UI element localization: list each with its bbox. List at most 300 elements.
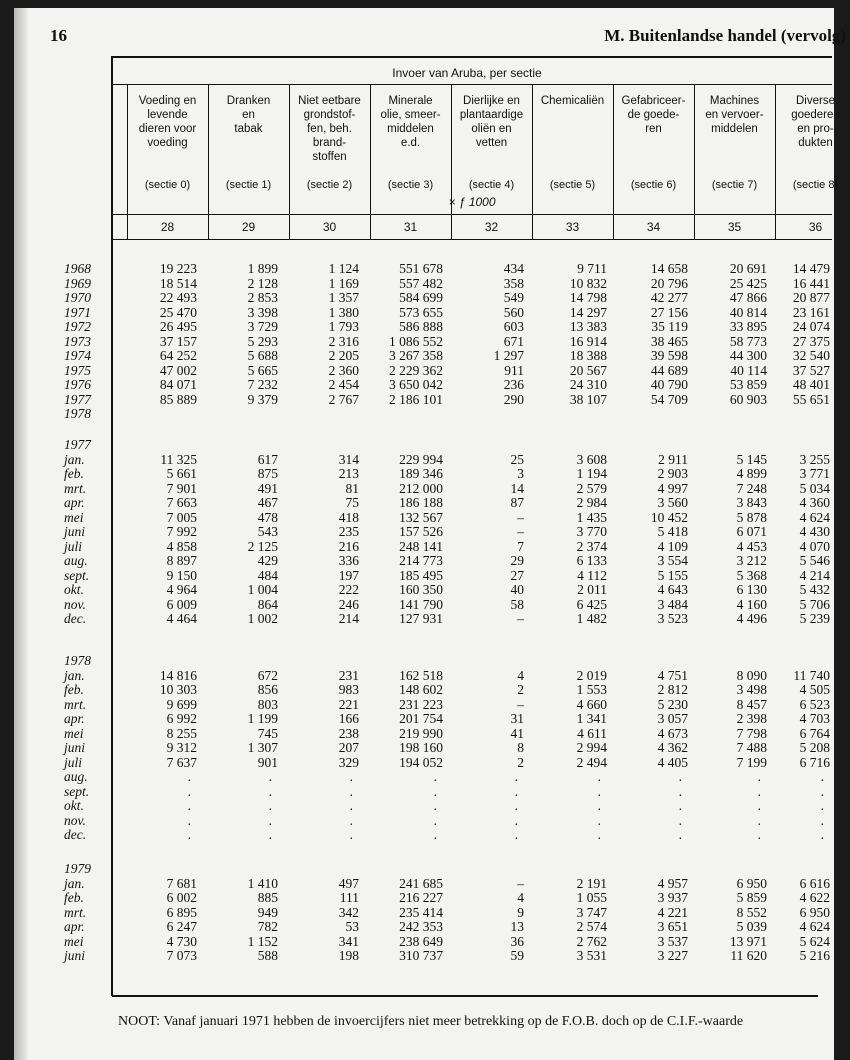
table-cell: 1 004 [247, 582, 278, 597]
table-cell: 189 346 [399, 466, 443, 481]
table-cell: 1 899 [247, 261, 278, 276]
table-cell: 58 [510, 596, 524, 612]
table-cell: 13 [510, 919, 524, 934]
table-cell: 3 729 [247, 319, 278, 334]
column-section-label: (sectie 8) [792, 179, 839, 191]
table-cell: 231 [338, 667, 359, 683]
table-cell: – [517, 611, 524, 626]
table-cell: 47 002 [159, 362, 197, 378]
table-cell: . [597, 798, 601, 813]
table-cell: . [268, 783, 272, 799]
table-cell: 2 767 [328, 391, 359, 407]
table-cell: 2 984 [576, 495, 607, 510]
table-cell: 7 663 [166, 495, 197, 510]
table-cell: 8 897 [166, 553, 197, 568]
table-cell: . [433, 783, 437, 799]
table-cell: 2 994 [576, 740, 607, 755]
table-cell: 3 554 [657, 553, 688, 568]
table-cell: 2 853 [247, 290, 278, 305]
table-cell: 1 297 [493, 348, 524, 363]
table-cell: 3 843 [736, 495, 767, 510]
table-cell: 7 637 [166, 754, 197, 770]
row-label: dec. [64, 611, 87, 626]
table-cell: . [349, 827, 353, 842]
table-cell: 429 [257, 553, 278, 568]
table-cell: 418 [338, 509, 359, 525]
table-cell: 875 [257, 466, 278, 481]
table-cell: 6 133 [576, 553, 607, 568]
table-cell: 242 353 [399, 919, 443, 934]
table-cell: 54 709 [650, 391, 688, 407]
table-cell: 14 798 [569, 290, 607, 305]
table-cell: 8 552 [736, 904, 767, 920]
table-cell: 6 616 [799, 875, 830, 891]
table-cell: 219 990 [399, 725, 443, 741]
table-cell: 6 523 [799, 696, 830, 712]
table-cell: . [820, 769, 824, 784]
table-cell: 38 107 [569, 391, 607, 407]
column-number: 29 [241, 220, 256, 234]
table-cell: 5 624 [799, 933, 830, 949]
table-cell: 31 [510, 711, 524, 726]
row-label: feb. [64, 890, 84, 905]
table-cell: 213 [338, 466, 359, 481]
row-label: apr. [64, 495, 85, 510]
table-cell: 1 152 [247, 933, 278, 949]
table-cell: 5 034 [799, 480, 830, 496]
table-cell: 2 574 [576, 919, 607, 934]
table-cell: 901 [257, 754, 278, 770]
column-section-label: (sectie 3) [387, 179, 434, 191]
column-header [532, 94, 613, 108]
title-divider [112, 84, 832, 85]
row-label: 1972 [64, 319, 91, 334]
table-cell: 6 425 [576, 596, 607, 612]
table-cell: 11 740 [793, 667, 830, 683]
table-cell: 2 398 [736, 711, 767, 726]
table-cell: 7 681 [166, 875, 197, 891]
table-cell: 560 [503, 304, 524, 320]
table-cell: 7 901 [166, 480, 197, 496]
row-label: sept. [64, 783, 90, 799]
column-number: 33 [565, 220, 580, 234]
table-cell: 248 141 [399, 538, 443, 554]
table-cell: 1 055 [576, 890, 607, 905]
table-cell: 53 859 [729, 377, 767, 392]
table-cell: 25 425 [729, 275, 767, 291]
table-cell: 221 [338, 696, 359, 712]
row-label: 1975 [64, 362, 91, 378]
table-cell: 9 [517, 904, 524, 920]
column-header [694, 94, 775, 136]
column-header-line: Dierlijke en [463, 95, 520, 107]
table-cell: 9 699 [166, 696, 197, 712]
table-cell: 235 414 [399, 904, 443, 920]
column-header [613, 94, 694, 136]
group-year-label: 1979 [64, 861, 91, 876]
table-cell: 41 [510, 725, 524, 741]
table-cell: 4 660 [576, 696, 607, 712]
row-label: okt. [64, 798, 84, 813]
table-cell: . [187, 812, 191, 828]
table-cell: 29 [510, 553, 524, 568]
column-section-label: (sectie 2) [306, 179, 353, 191]
column-header-line: plantaardige [459, 109, 524, 121]
table-cell: 10 303 [159, 682, 197, 697]
table-cell: 4 899 [736, 466, 767, 481]
table-cell: 491 [257, 480, 278, 496]
table-cell: 212 000 [399, 480, 443, 496]
table-cell: 434 [503, 261, 524, 276]
table-cell: . [187, 769, 191, 784]
table-cell: 4 624 [799, 919, 830, 934]
table-cell: 3 747 [576, 904, 607, 920]
table-cell: 5 239 [799, 611, 830, 626]
table-cell: 236 [503, 377, 524, 392]
table-cell: 314 [338, 451, 359, 467]
table-cell: 6 895 [166, 904, 197, 920]
table-cell: 7 005 [166, 509, 197, 525]
table-cell: 484 [257, 567, 278, 583]
table-cell: 5 155 [657, 567, 688, 583]
table-cell: 7 199 [736, 754, 767, 770]
table-cell: 14 816 [159, 667, 197, 683]
section-title: M. Buitenlandse handel (vervolg) [604, 26, 846, 45]
table-cell: 3 650 042 [389, 377, 443, 392]
table-cell: 5 546 [799, 553, 830, 568]
table-cell: . [597, 827, 601, 842]
table-cell: . [514, 798, 518, 813]
table-cell: 1 169 [328, 275, 359, 291]
table-cell: 8 090 [736, 667, 767, 683]
table-cell: 11 325 [160, 451, 197, 467]
table-cell: 9 379 [247, 391, 278, 407]
row-label: feb. [64, 466, 84, 481]
table-cell: . [597, 769, 601, 784]
table-cell: 13 971 [729, 933, 767, 949]
column-header-line: olie, smeer- [380, 109, 441, 121]
row-label: dec. [64, 827, 87, 842]
table-cell: 197 [338, 567, 359, 583]
table-cell: 59 [510, 948, 524, 963]
table-cell: 3 398 [247, 304, 278, 320]
table-cell: 4 957 [657, 875, 688, 891]
row-label: 1974 [64, 348, 91, 363]
table-cell: . [349, 783, 353, 799]
table-cell: 2 903 [657, 466, 688, 481]
table-cell: 4 405 [657, 754, 688, 770]
column-section-label: (sectie 7) [711, 179, 758, 191]
table-cell: . [514, 827, 518, 842]
table-cell: 6 130 [736, 582, 767, 597]
table-cell: 671 [503, 333, 524, 349]
column-header [208, 94, 289, 136]
table-cell: 6 716 [799, 754, 830, 770]
table-cell: 27 156 [650, 304, 688, 320]
row-label: 1978 [64, 406, 91, 421]
row-label: aug. [64, 769, 88, 784]
table-cell: 745 [257, 725, 278, 741]
table-cell: 5 661 [166, 466, 197, 481]
table-cell: 949 [257, 904, 278, 920]
table-cell: 160 350 [399, 582, 443, 597]
table-cell: 5 432 [799, 582, 830, 597]
column-header-line: stoffen [312, 151, 347, 163]
table-cell: 983 [338, 682, 359, 697]
table-cell: 166 [338, 711, 359, 726]
table-cell: . [433, 769, 437, 784]
table-cell: 198 [338, 948, 359, 963]
table-cell: 53 [345, 919, 359, 934]
table-cell: 157 526 [399, 524, 443, 539]
table-cell: 4 430 [799, 524, 830, 539]
table-cell: 1 380 [328, 304, 359, 320]
table-cell: 2 [517, 682, 524, 697]
table-cell: . [820, 827, 824, 842]
table-cell: 584 699 [399, 290, 443, 305]
table-cell: 18 514 [159, 275, 197, 291]
table-cell: 40 790 [650, 377, 688, 392]
table-cell: 1 553 [576, 682, 607, 697]
group-year-label: 1978 [64, 653, 91, 668]
table-cell: 14 [510, 480, 524, 496]
table-cell: 75 [345, 495, 359, 510]
table-cell: 290 [503, 391, 524, 407]
table-cell: 336 [338, 553, 359, 568]
table-cell: 8 457 [736, 696, 767, 712]
row-label: juli [64, 538, 83, 554]
table-cell: 2 316 [328, 333, 359, 349]
table-cell: 4 109 [657, 538, 688, 554]
table-cell: 85 889 [159, 391, 197, 407]
table-cell: 111 [339, 890, 359, 905]
table-cell: 3 255 [799, 451, 830, 467]
table-cell: 37 527 [792, 362, 830, 378]
table-cell: . [514, 812, 518, 828]
table-cell: 241 685 [399, 875, 443, 891]
row-label: mei [64, 725, 84, 741]
table-cell: 5 665 [247, 362, 278, 378]
table-cell: 42 277 [650, 290, 688, 305]
table-cell: 132 567 [399, 509, 443, 525]
table-cell: 214 [338, 611, 359, 626]
table-cell: 358 [503, 275, 524, 291]
table-cell: 38 465 [650, 333, 688, 349]
table-cell: 23 161 [792, 304, 830, 320]
column-header [775, 94, 850, 150]
table-cell: 24 074 [792, 319, 830, 334]
column-header-line: brand- [312, 137, 347, 149]
page-binding [14, 8, 28, 1060]
table-cell: 4 464 [166, 611, 197, 626]
table-cell: 4 453 [736, 538, 767, 554]
table-cell: 222 [338, 582, 359, 597]
column-header-line: Niet eetbare [298, 95, 361, 107]
table-cell: 5 039 [736, 919, 767, 934]
table-cell: 6 764 [799, 725, 830, 741]
row-label: 1973 [64, 333, 91, 349]
column-header [289, 94, 370, 164]
table-cell: 551 678 [399, 261, 443, 276]
table-cell: 27 375 [792, 333, 830, 349]
column-header-line: en [242, 109, 255, 121]
page-number: 16 [50, 26, 67, 45]
table-cell: 3 523 [657, 611, 688, 626]
table-cell: 216 [338, 538, 359, 554]
table-cell: 18 388 [569, 348, 607, 363]
table-cell: 4 360 [799, 495, 830, 510]
table-cell: 2 911 [658, 451, 688, 467]
table-cell: 3 560 [657, 495, 688, 510]
table-cell: 7 073 [166, 948, 197, 963]
table-cell: 2 [517, 754, 524, 770]
table-cell: 14 658 [650, 261, 688, 276]
table-cell: 9 150 [166, 567, 197, 583]
column-header-line: oliën en [471, 123, 512, 135]
table-cell: . [820, 783, 824, 799]
row-label: mrt. [64, 696, 87, 712]
table-cell: 20 877 [792, 290, 830, 305]
table-cell: 1 199 [247, 711, 278, 726]
column-header-line: dukten [798, 137, 833, 149]
table-cell: . [433, 798, 437, 813]
column-header-line: voeding [147, 137, 188, 149]
table-cell: 4 160 [736, 596, 767, 612]
table-cell: 3 770 [576, 524, 607, 539]
table-cell: 194 052 [399, 754, 443, 770]
table-cell: 2 374 [576, 538, 607, 554]
table-cell: 4 997 [657, 480, 688, 496]
row-label: 1971 [64, 304, 91, 320]
row-label: 1969 [64, 275, 91, 291]
table-cell: 60 903 [729, 391, 767, 407]
column-header-line: grondstof- [303, 109, 356, 121]
table-cell: . [349, 769, 353, 784]
table-cell: 6 950 [799, 904, 830, 920]
table-cell: 588 [257, 948, 278, 963]
table-cell: 7 [517, 538, 524, 554]
table-cell: 186 188 [399, 495, 443, 510]
table-cell: . [349, 812, 353, 828]
column-header [370, 94, 451, 150]
table-cell: . [678, 812, 682, 828]
table-cell: 84 071 [159, 377, 197, 392]
column-header-line: Machines [709, 95, 760, 107]
column-header-line: Gefabriceer- [621, 95, 686, 107]
row-label: sept. [64, 567, 90, 583]
column-header-line: e.d. [400, 137, 421, 149]
table-cell: 207 [338, 740, 359, 755]
table-cell: 1 357 [328, 290, 359, 305]
table-cell: 4 362 [657, 740, 688, 755]
table-cell: . [268, 827, 272, 842]
table-cell: 6 247 [166, 919, 197, 934]
table-cell: 2 205 [328, 348, 359, 363]
row-label: 1976 [64, 377, 91, 392]
table-cell: 40 814 [729, 304, 767, 320]
table-cell: . [678, 827, 682, 842]
table-cell: 1 307 [247, 740, 278, 755]
table-cell: 1 482 [576, 611, 607, 626]
table-cell: 22 493 [159, 290, 197, 305]
table-cell: 342 [338, 904, 359, 920]
table-cell: 26 495 [159, 319, 197, 334]
table-cell: 7 798 [736, 725, 767, 741]
table-cell: – [517, 509, 524, 525]
table-cell: 4 858 [166, 538, 197, 554]
table-cell: 8 [517, 740, 524, 755]
table-cell: 5 208 [799, 740, 830, 755]
table-cell: – [517, 875, 524, 891]
column-number: 34 [646, 220, 661, 234]
table-cell: 33 895 [729, 319, 767, 334]
table-cell: . [597, 812, 601, 828]
table-cell: . [678, 783, 682, 799]
table-cell: 782 [257, 919, 278, 934]
table-cell: 586 888 [399, 319, 443, 334]
column-section-label: (sectie 0) [144, 179, 191, 191]
column-section-label: (sectie 6) [630, 179, 677, 191]
column-number: 35 [727, 220, 742, 234]
table-cell: 1 194 [576, 466, 607, 481]
column-header-line: de goede- [627, 109, 680, 121]
column-header [451, 94, 532, 150]
table-cell: 4 622 [799, 890, 830, 905]
row-label: jan. [64, 667, 85, 683]
table-cell: 1 435 [576, 509, 607, 525]
column-number: 32 [484, 220, 499, 234]
table-cell: – [517, 524, 524, 539]
table-cell: 2 579 [576, 480, 607, 496]
table-cell: 19 223 [159, 261, 197, 276]
row-label: mei [64, 933, 84, 949]
table-cell: 24 310 [569, 377, 607, 392]
group-year-label: 1977 [64, 437, 91, 452]
table-cell: 246 [338, 596, 359, 612]
table-cell: 2 229 362 [389, 362, 443, 378]
table-cell: 64 252 [159, 348, 197, 363]
table-cell: 7 232 [247, 377, 278, 392]
row-label: jan. [64, 451, 85, 467]
table-cell: 238 [338, 725, 359, 741]
row-label: juni [64, 948, 86, 963]
table-cell: . [187, 783, 191, 799]
table-cell: 3 937 [657, 890, 688, 905]
table-cell: 3 608 [576, 451, 607, 467]
table-cell: . [678, 769, 682, 784]
table-title: Invoer van Aruba, per sectie [392, 66, 542, 80]
table-cell: . [757, 783, 761, 799]
table-cell: 238 649 [399, 933, 443, 949]
header-bottom-rule [112, 239, 832, 240]
table-cell: 235 [338, 524, 359, 539]
unit-divider [112, 214, 832, 215]
table-cell: 310 737 [399, 948, 443, 963]
table-cell: 36 [510, 933, 524, 949]
table-cell: 5 878 [736, 509, 767, 525]
table-cell: . [678, 798, 682, 813]
row-label: apr. [64, 919, 85, 934]
table-cell: 341 [338, 933, 359, 949]
column-section-label: (sectie 1) [225, 179, 272, 191]
row-label: apr. [64, 711, 85, 726]
column-header-line: vetten [475, 137, 508, 149]
table-cell: 2 360 [328, 362, 359, 378]
table-cell: . [597, 783, 601, 799]
table-cell: 329 [338, 754, 359, 770]
table-bottom-rule [112, 995, 818, 997]
table-cell: 6 950 [736, 875, 767, 891]
